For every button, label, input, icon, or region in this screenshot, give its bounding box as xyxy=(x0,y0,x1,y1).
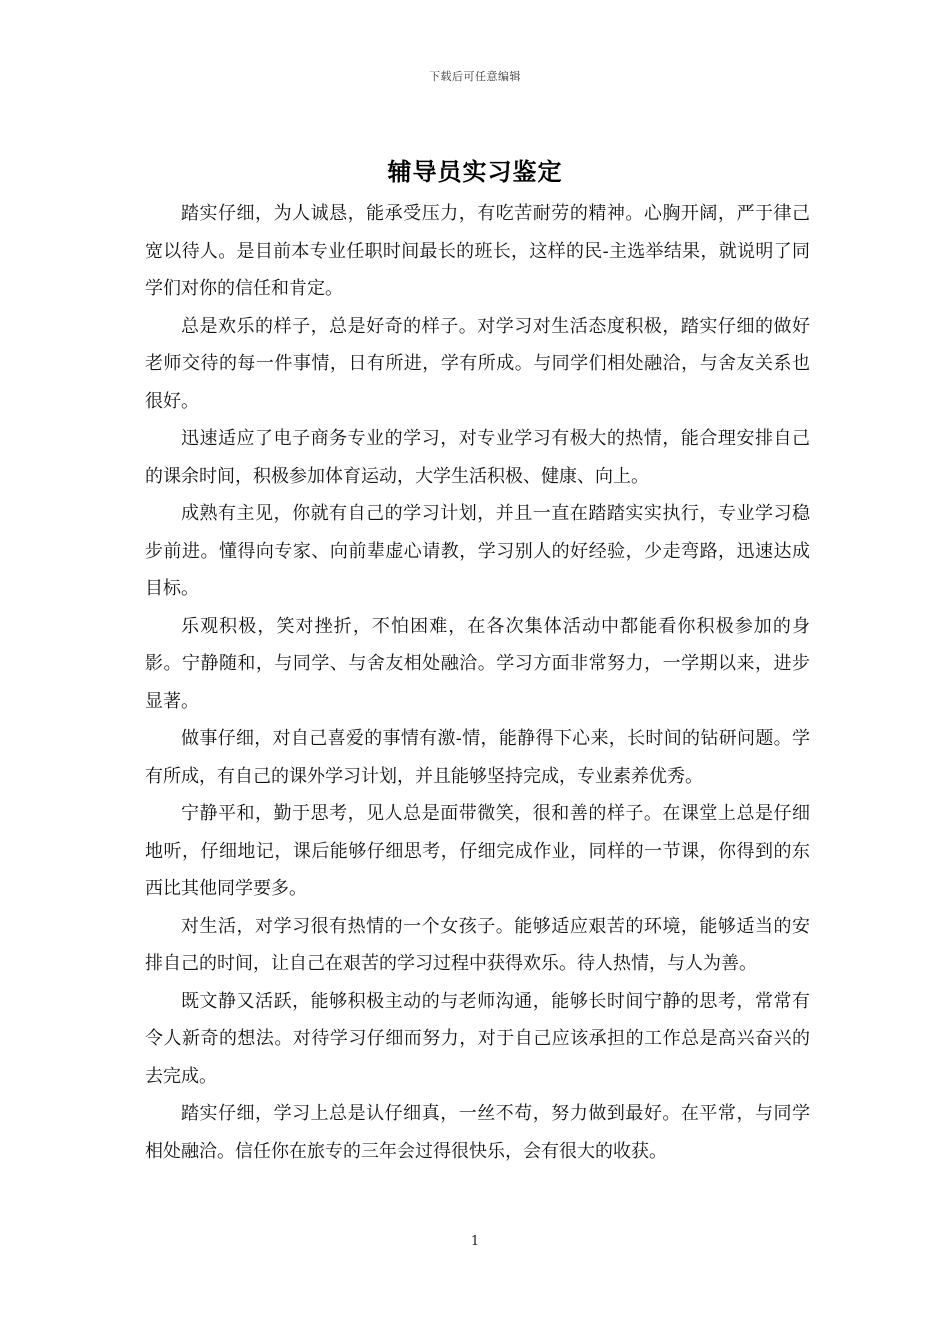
page-number: 1 xyxy=(470,1234,480,1249)
paragraph: 做事仔细，对自己喜爱的事情有激-情，能静得下心来，长时间的钻研问题。学有所成，有自己的课外学习计划，并且能够坚持完成，专业素养优秀。 xyxy=(145,728,810,787)
document-body xyxy=(145,195,810,1170)
paragraph: 成熟有主见，你就有自己的学习计划，并且一直在踏踏实实执行，专业学习稳步前进。懂得向专家、向前辈虚心请教，学习别人的好经验，少走弯路，迅速达成目标。 xyxy=(145,503,810,599)
paragraph: 迅速适应了电子商务专业的学习，对专业学习有极大的热情，能合理安排自己的课余时间，积极参加体育运动，大学生活积极、健康、向上。 xyxy=(145,428,810,487)
document-title: 辅导员实习鉴定 xyxy=(387,157,563,186)
header-note: 下载后可任意编辑 xyxy=(429,70,521,83)
paragraph: 对生活，对学习很有热情的一个女孩子。能够适应艰苦的环境，能够适当的安排自己的时间，让自己在艰苦的学习过程中获得欢乐。待人热情，与人为善。 xyxy=(145,915,810,974)
paragraph: 宁静平和，勤于思考，见人总是面带微笑，很和善的样子。在课堂上总是仔细地听，仔细地记，课后能够仔细思考，仔细完成作业，同样的一节课，你得到的东西比其他同学要多。 xyxy=(145,803,810,899)
paragraph: 踏实仔细，为人诚恳，能承受压力，有吃苦耐劳的精神。心胸开阔，严于律己宽以待人。是目前本专业任职时间最长的班长，这样的民-主选举结果，就说明了同学们对你的信任和肯定。 xyxy=(145,203,810,299)
paragraph: 既文静又活跃，能够积极主动的与老师沟通，能够长时间宁静的思考，常常有令人新奇的想法。对待学习仔细而努力，对于自己应该承担的工作总是高兴奋兴的去完成。 xyxy=(145,990,810,1087)
paragraph: 总是欢乐的样子，总是好奇的样子。对学习对生活态度积极，踏实仔细的做好老师交待的每一件事情，日有所进，学有所成。与同学们相处融洽，与舍友关系也很好。 xyxy=(145,315,810,412)
paragraph: 踏实仔细，学习上总是认仔细真，一丝不苟，努力做到最好。在平常，与同学相处融洽。信任你在旅专的三年会过得很快乐，会有很大的收获。 xyxy=(145,1103,810,1162)
paragraph: 乐观积极，笑对挫折，不怕困难，在各次集体活动中都能看你积极参加的身影。宁静随和，与同学、与舍友相处融洽。学习方面非常努力，一学期以来，进步显著。 xyxy=(145,615,810,712)
